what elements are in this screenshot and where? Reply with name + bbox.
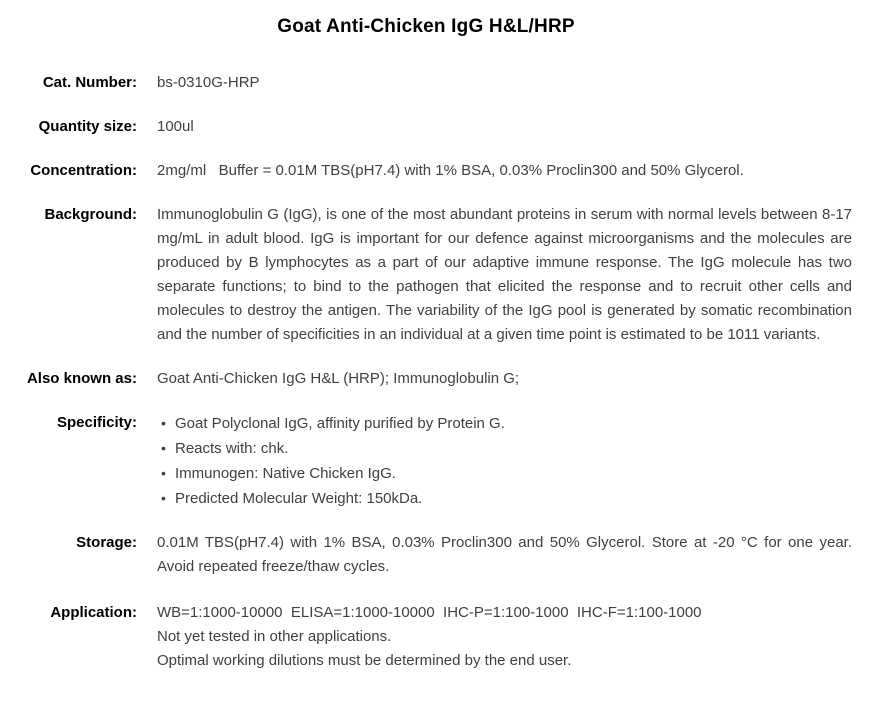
bullet-icon: •	[161, 415, 166, 431]
field-application	[0, 601, 852, 673]
list-item-text: Reacts with: chk.	[175, 440, 289, 457]
page-title: Goat Anti-Chicken IgG H&L/HRP	[277, 16, 575, 37]
background-label: Background:	[44, 206, 137, 223]
application-value	[157, 601, 852, 673]
specificity-list	[157, 411, 852, 511]
list-item-text: Goat Polyclonal IgG, affinity purified by Protein G.	[175, 415, 505, 432]
concentration-value: 2mg/ml Buffer = 0.01M TBS(pH7.4) with 1% BSA, 0.03% Proclin300 and 50% Glycerol.	[157, 162, 744, 179]
list-item	[157, 436, 852, 461]
application-label: Application:	[50, 604, 137, 621]
specificity-label: Specificity:	[56, 414, 137, 431]
storage-value: 0.01M TBS(pH7.4) with 1% BSA, 0.03% Proclin300 and 50% Glycerol. Store at -20 °C for one year. Avoid repeated freeze/thaw cycles.	[157, 534, 852, 575]
storage-label: Storage:	[76, 534, 137, 551]
application-dilutions-line: WB=1:1000-10000 ELISA=1:1000-10000 IHC-P=1:100-1000 IHC-F=1:100-1000	[157, 604, 702, 621]
bullet-icon: •	[161, 490, 166, 506]
field-specificity	[0, 411, 852, 511]
bullet-icon: •	[161, 440, 166, 456]
field-concentration	[0, 159, 852, 183]
list-item	[157, 486, 852, 511]
concentration-label: Concentration:	[30, 162, 137, 179]
application-disclaimer-line: Optimal working dilutions must be determined by the end user.	[157, 652, 572, 669]
cat-number-value: bs-0310G-HRP	[157, 74, 260, 91]
also-known-as-value: Goat Anti-Chicken IgG H&L (HRP); Immunoglobulin G;	[157, 370, 520, 387]
fields-list	[0, 71, 893, 673]
list-item-text: Immunogen: Native Chicken IgG.	[175, 465, 396, 482]
cat-number-label: Cat. Number:	[42, 74, 137, 91]
background-value: Immunoglobulin G (IgG), is one of the most abundant proteins in serum with normal levels between 8-17 mg/mL in adult blood. IgG is important for our defence against microorganisms and the molecules are produced by B lymphocytes as a part of our adaptive immune response. The IgG molecule has two separate functions; to bind to the pathogen that elicited the response and to recruit other cells and molecules to destroy the antigen. The variability of the IgG pool is generated by somatic recombination and the number of specificities in an individual at a given time point is estimated to be 1011 variants.	[157, 206, 852, 343]
field-cat-number	[0, 71, 852, 95]
field-background	[0, 203, 852, 347]
field-also-known-as	[0, 367, 852, 391]
field-quantity-size	[0, 115, 852, 139]
also-known-as-label: Also known as:	[26, 370, 137, 387]
list-item-text: Predicted Molecular Weight: 150kDa.	[175, 490, 423, 507]
list-item	[157, 411, 852, 436]
quantity-size-label: Quantity size:	[38, 118, 137, 135]
bullet-icon: •	[161, 465, 166, 481]
quantity-size-value: 100ul	[157, 118, 194, 135]
field-storage	[0, 531, 852, 579]
application-note-line: Not yet tested in other applications.	[157, 628, 392, 645]
list-item	[157, 461, 852, 486]
